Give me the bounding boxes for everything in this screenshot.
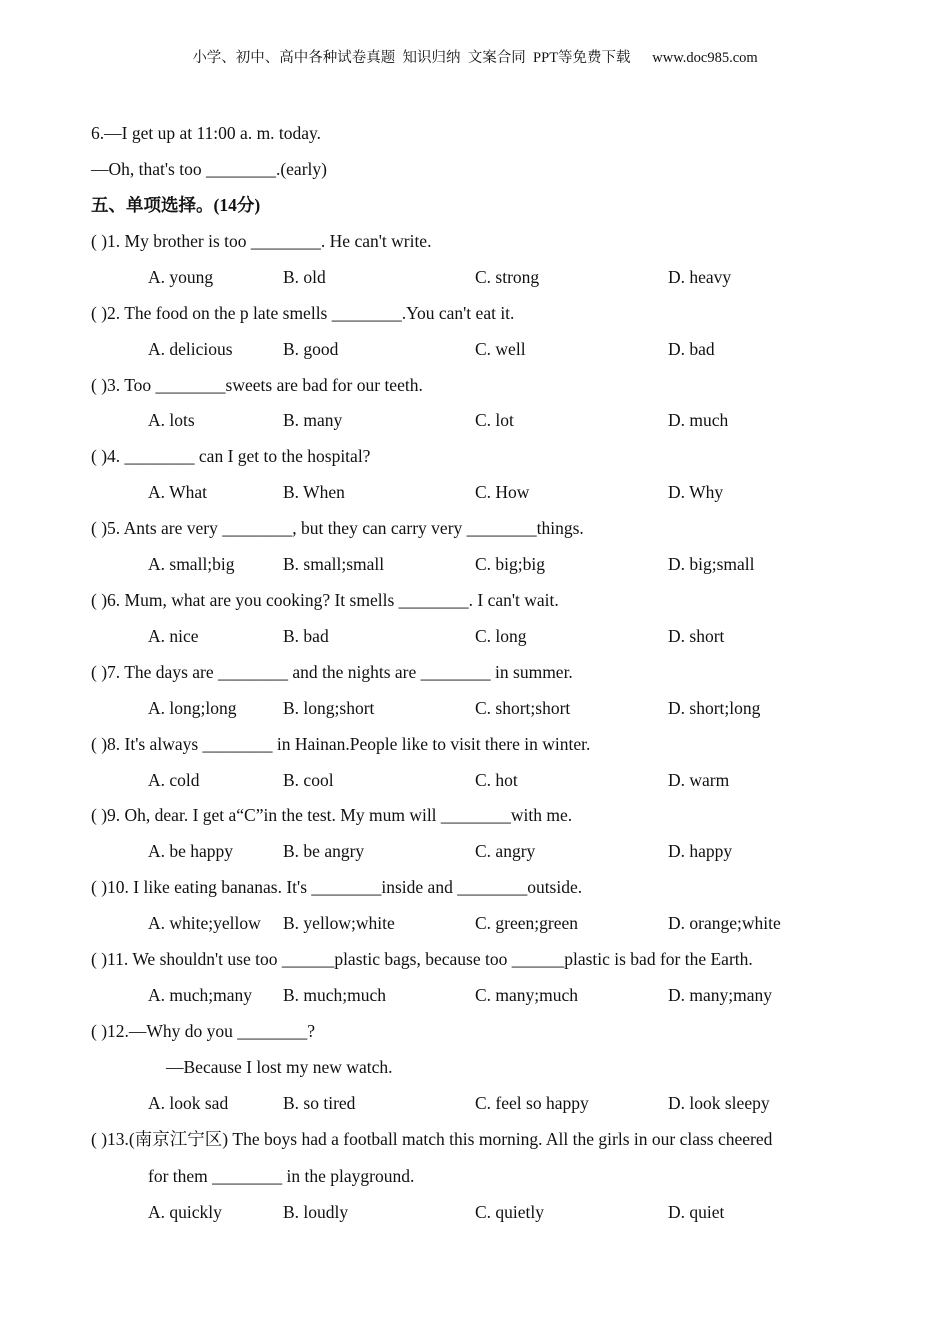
question-1-option-b: B. old [283,267,326,287]
question-12-option-a: A. look sad [148,1093,229,1113]
question-10-option-a: A. white;yellow [148,913,261,933]
question-12-stem-continued: —Because I lost my new watch. [166,1057,393,1077]
question-2-option-b: B. good [283,339,339,359]
question-9-option-d: D. happy [668,841,733,861]
question-11-stem: ( )11. We shouldn't use too ______plastic bags, because too ______plastic is bad for the Earth. [91,949,753,969]
question-13-stem-continued: for them ________ in the playground. [148,1166,415,1186]
section-title: 五、单项选择。(14分) [91,195,261,215]
question-5-option-c: C. big;big [475,554,546,574]
question-2-stem: ( )2. The food on the p late smells ________.You can't eat it. [91,303,515,323]
question-13-option-b: B. loudly [283,1202,349,1222]
question-8-option-a: A. cold [148,770,200,790]
page-header: 小学、初中、高中各种试卷真题 知识归纳 文案合同 PPT等免费下载 www.doc985.com [192,50,758,66]
question-7-stem: ( )7. The days are ________ and the nights are ________ in summer. [91,662,573,682]
question-7-option-a: A. long;long [148,698,237,718]
question-11-option-b: B. much;much [283,985,387,1005]
question-13-option-c: C. quietly [475,1202,545,1222]
question-1-option-d: D. heavy [668,267,732,287]
question-13-option-d: D. quiet [668,1202,725,1222]
question-7-option-d: D. short;long [668,698,761,718]
question-3-option-c: C. lot [475,410,514,430]
question-10-stem: ( )10. I like eating bananas. It's ________inside and ________outside. [91,877,583,897]
question-11-option-c: C. many;much [475,985,579,1005]
question-10-option-c: C. green;green [475,913,579,933]
question-9-option-c: C. angry [475,841,536,861]
question-9-option-a: A. be happy [148,841,234,861]
question-1-option-c: C. strong [475,267,540,287]
question-6-option-b: B. bad [283,626,329,646]
question-6-option-d: D. short [668,626,725,646]
question-10-option-b: B. yellow;white [283,913,395,933]
question-8-stem: ( )8. It's always ________ in Hainan.People like to visit there in winter. [91,734,591,754]
question-9-stem: ( )9. Oh, dear. I get a“C”in the test. My mum will ________with me. [91,805,573,825]
question-8-option-c: C. hot [475,770,518,790]
question-6-option-a: A. nice [148,626,199,646]
question-5-stem: ( )5. Ants are very ________, but they can carry very ________things. [91,518,584,538]
question-4-option-d: D. Why [668,482,724,502]
question-12-stem: ( )12.—Why do you ________? [91,1021,316,1041]
question-2-option-a: A. delicious [148,339,233,359]
question-4-option-b: B. When [283,482,345,502]
question-5-option-a: A. small;big [148,554,235,574]
question-11-option-d: D. many;many [668,985,773,1005]
question-2-option-d: D. bad [668,339,715,359]
question-12-option-c: C. feel so happy [475,1093,589,1113]
question-9-option-b: B. be angry [283,841,365,861]
question-7-option-b: B. long;short [283,698,375,718]
question-3-option-a: A. lots [148,410,195,430]
question-10-option-d: D. orange;white [668,913,781,933]
question-4-stem: ( )4. ________ can I get to the hospital? [91,446,371,466]
question-3-stem: ( )3. Too ________sweets are bad for our teeth. [91,375,423,395]
question-8-option-b: B. cool [283,770,334,790]
prev-question-line-2: —Oh, that's too ________.(early) [91,159,327,179]
question-4-option-a: A. What [148,482,207,502]
question-13-stem: ( )13.(南京江宁区) The boys had a football match this morning. All the girls in our class cheered [91,1129,773,1149]
question-6-stem: ( )6. Mum, what are you cooking? It smells ________. I can't wait. [91,590,559,610]
question-2-option-c: C. well [475,339,526,359]
question-3-option-b: B. many [283,410,343,430]
question-5-option-d: D. big;small [668,554,755,574]
question-11-option-a: A. much;many [148,985,253,1005]
question-13-option-a: A. quickly [148,1202,222,1222]
question-1-option-a: A. young [148,267,214,287]
question-3-option-d: D. much [668,410,729,430]
question-8-option-d: D. warm [668,770,730,790]
question-1-stem: ( )1. My brother is too ________. He can't write. [91,231,432,251]
prev-question-line-1: 6.—I get up at 11:00 a. m. today. [91,123,322,143]
question-5-option-b: B. small;small [283,554,385,574]
question-7-option-c: C. short;short [475,698,571,718]
question-12-option-d: D. look sleepy [668,1093,770,1113]
question-12-option-b: B. so tired [283,1093,356,1113]
question-4-option-c: C. How [475,482,530,502]
question-6-option-c: C. long [475,626,527,646]
